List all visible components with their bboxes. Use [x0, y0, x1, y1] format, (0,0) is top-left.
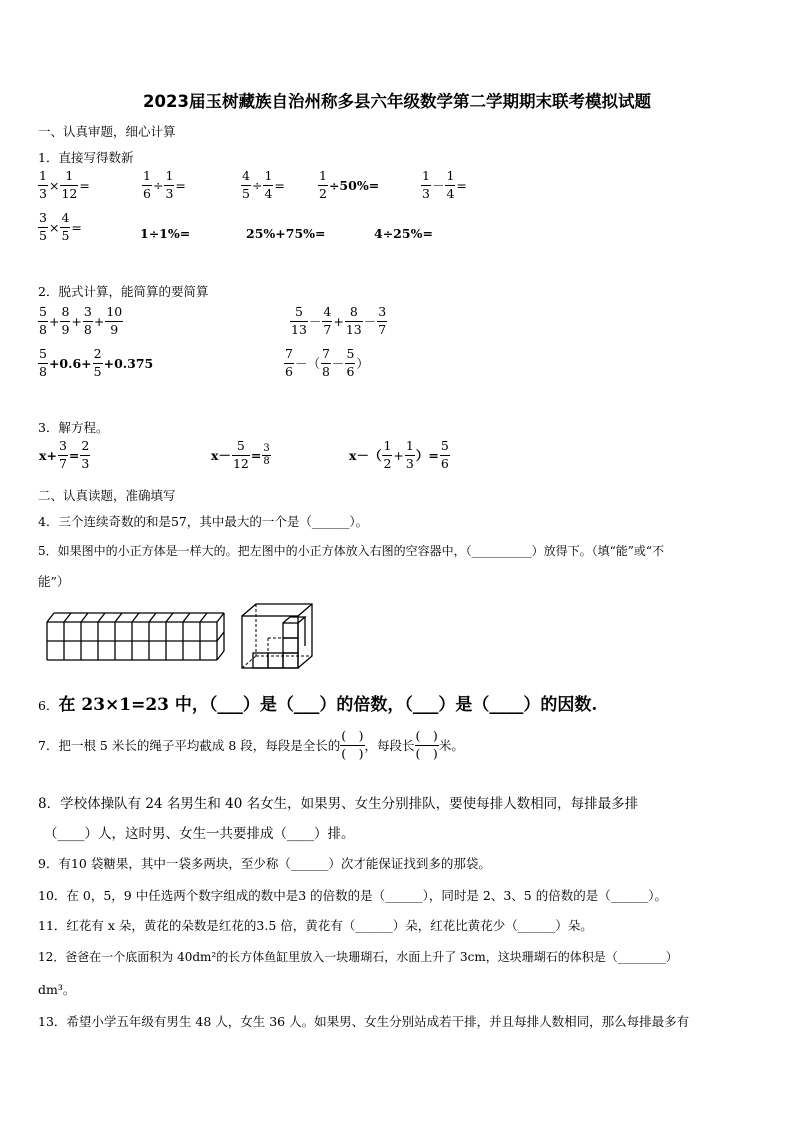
q1-item-2: $\frac{1}{6}$ ÷ $\frac{1}{3}$ =	[143, 168, 186, 201]
q1-item-7: 1÷1%=	[140, 226, 191, 241]
q3-equation-3: x－（ $\frac{1}{2}$ + $\frac{1}{3}$ ）= $\frac{5}{6}$	[349, 438, 449, 471]
q1-item-9: 4÷25%=	[374, 226, 433, 241]
small-cubes-figure	[44, 606, 228, 666]
question-11: 11．红花有 x 朵，黄花的朵数是红花的3.5 倍，黄花有（______）朵，红花比黄花少（______）朵。	[38, 918, 593, 933]
q1-item-5: $\frac{1}{3}$ － $\frac{1}{4}$ =	[422, 168, 467, 201]
q2-expression-1: $\frac{5}{8}$ + $\frac{8}{9}$ + $\frac{3}{8}$ + $\frac{10}{9}$	[39, 304, 123, 337]
q1-item-8: 25%+75%=	[246, 226, 326, 241]
container-figure	[238, 600, 320, 670]
question-5-line-1: 5．如果图中的小正方体是一样大的。把左图中的小正方体放入右图的空容器中，（__________）放得下。（填“能”或“不	[38, 544, 665, 558]
question-13: 13．希望小学五年级有男生 48 人，女生 36 人。如果男、女生分别站成若干排，并且每排人数相同，那么每排最多有	[38, 1014, 690, 1029]
question-4: 4．三个连续奇数的和是57，其中最大的一个是（______）。	[38, 514, 369, 529]
question-10: 10．在 0，5，9 中任选两个数字组成的数中是3 的倍数的是（______），同时是 2、3、5 的倍数的是（______）。	[38, 888, 667, 903]
question-12-line-1: 12．爸爸在一个底面积为 40dm²的长方体鱼缸里放入一块珊瑚石，水面上升了 3cm，这块珊瑚石的体积是（________）	[38, 950, 678, 964]
q1-item-3: $\frac{4}{5}$ ÷ $\frac{1}{4}$ =	[242, 168, 285, 201]
page-title: 2023届玉树藏族自治州称多县六年级数学第二学期期末联考模拟试题	[143, 92, 651, 111]
q3-equation-1: x+ $\frac{3}{7}$ = $\frac{2}{3}$	[39, 438, 90, 471]
question-12-line-2: dm³。	[38, 982, 76, 997]
q7-blank-fraction-2[interactable]: $\frac{( )}{( )}$	[415, 728, 438, 761]
question-2-label: 2．脱式计算，能简算的要简算	[38, 284, 209, 299]
section-heading-1: 一、认真审题，细心计算	[38, 124, 176, 139]
question-9: 9．有10 袋糖果，其中一袋多两块，至少称（______）次才能保证找到多的那袋。	[38, 856, 491, 871]
q2-expression-2: $\frac{5}{13}$ － $\frac{4}{7}$ + $\frac{8}{13}$ － $\frac{3}{7}$	[291, 304, 387, 337]
question-7: 7．把一根 5 米长的绳子平均截成 8 段，每段是全长的 $\frac{( )}{( )}$ ，每段长 $\frac{( )}{( )}$ 米。	[38, 728, 464, 761]
q1-item-4: $\frac{1}{2}$ ÷50%=	[319, 168, 380, 201]
question-5-line-2: 能”）	[38, 574, 70, 589]
question-8-line-2: （____）人，这时男、女生一共要排成（____）排。	[44, 826, 355, 842]
q3-equation-2: x－ $\frac{5}{12}$ = $\frac{3}{8}$	[211, 438, 270, 471]
question-1-label: 1．直接写得数新	[38, 150, 134, 165]
question-6: 6．在 23×1=23 中，（___）是（___）的倍数，（___）是（____）的因数.	[38, 695, 598, 715]
q7-blank-fraction-1[interactable]: $\frac{( )}{( )}$	[341, 728, 364, 761]
question-3-label: 3．解方程。	[38, 420, 109, 435]
section-heading-2: 二、认真读题，准确填写	[38, 488, 176, 503]
q2-expression-3: $\frac{5}{8}$ +0.6+ $\frac{2}{5}$ +0.375	[39, 346, 154, 379]
q2-expression-4: $\frac{7}{6}$ －（ $\frac{7}{8}$ － $\frac{5}{6}$ ）	[285, 346, 369, 379]
q1-item-1: $\frac{1}{3}$ × $\frac{1}{12}$ =	[39, 168, 90, 201]
q1-item-6: $\frac{3}{5}$ × $\frac{4}{5}$ =	[39, 210, 82, 243]
question-8-line-1: 8．学校体操队有 24 名男生和 40 名女生，如果男、女生分别排队，要使每排人数相同，每排最多排	[38, 796, 639, 812]
